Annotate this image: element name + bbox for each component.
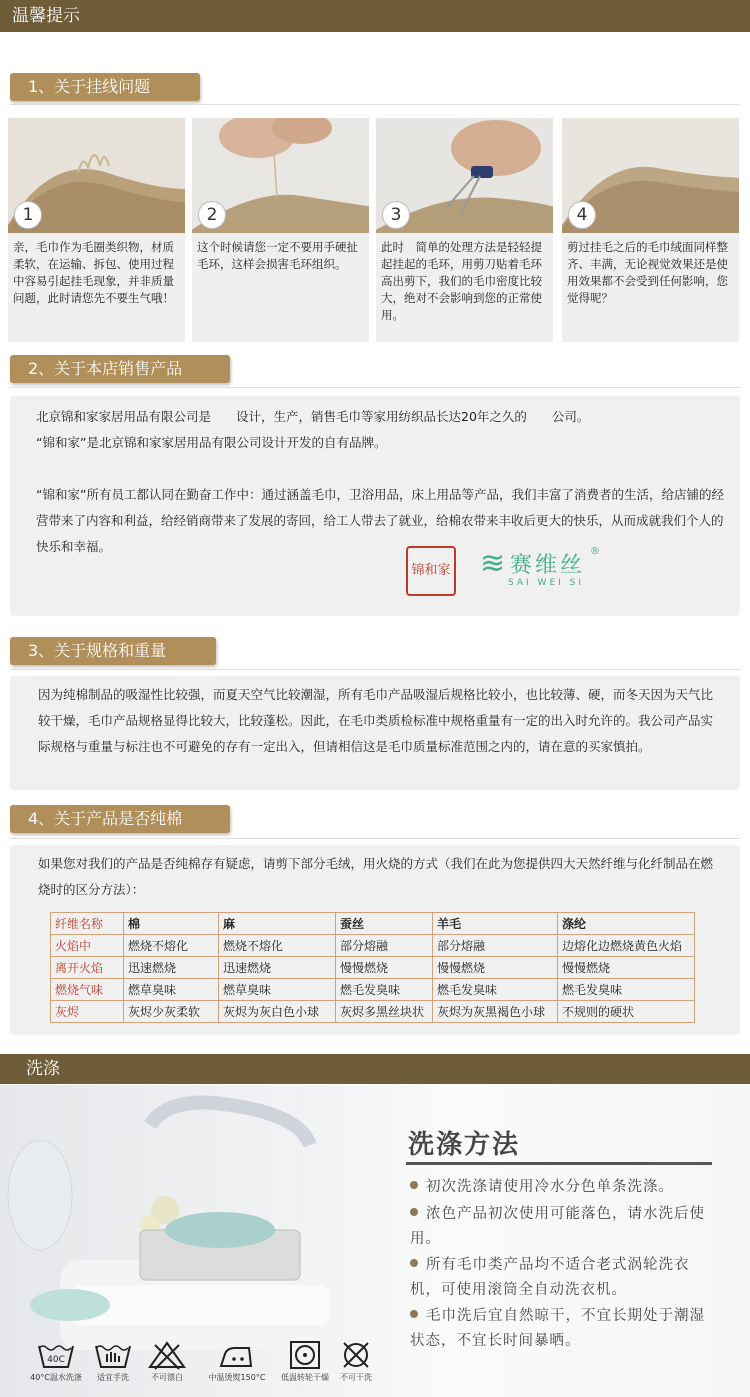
section-4-title: 4、关于产品是否纯棉 (10, 805, 230, 833)
table-cell: 灰烬为灰白色小球 (219, 1001, 336, 1023)
step-text: 剪过挂毛之后的毛巾绒面同样整齐、丰满，无论视觉效果还是使用效果都不会受到任何影响，您觉得呢？ (567, 240, 728, 305)
table-cell: 慢慢燃烧 (336, 957, 433, 979)
table-cell: 不规则的硬状 (558, 1001, 695, 1023)
company-intro-line-2: “锦和家”是北京锦和家家居用品有限公司设计开发的自有品牌。 (36, 435, 387, 450)
table-row (51, 935, 695, 957)
towel-snag-photo-4 (562, 118, 739, 233)
company-intro-line-1: 北京锦和家家居用品有限公司是 设计，生产，销售毛巾等家用纺织品长达20年之久的 公司。 (36, 409, 590, 424)
table-row-header: 火焰中 (51, 935, 124, 957)
wash-instruction-text: 初次洗涤请使用冷水分色单条洗涤。 (426, 1179, 674, 1195)
table-header-cell: 棉 (124, 913, 219, 935)
table-cell: 慢慢燃烧 (433, 957, 558, 979)
hand-wash-icon (93, 1340, 133, 1370)
no-bleach-icon (147, 1340, 187, 1370)
page-header (0, 0, 750, 32)
brand-name-cn: 赛维丝 (510, 553, 586, 578)
step-text: 亲，毛巾作为毛圈类织物，材质柔软，在运输、拆包、使用过程中容易引起挂毛现象，并非质量问题，此时请您先不要生气哦！ (13, 240, 174, 305)
section-4-divider (10, 838, 740, 839)
table-row (51, 1001, 695, 1023)
spec-weight-panel (10, 676, 740, 790)
table-header-cell: 纤维名称 (51, 913, 124, 935)
bullet-dot-icon (410, 1259, 418, 1267)
bullet-dot-icon (410, 1208, 418, 1216)
table-row (51, 957, 695, 979)
wash-instruction-1 (410, 1175, 720, 1200)
care-label-tumble-dry-low (274, 1340, 336, 1383)
step-card-2 (192, 118, 369, 342)
wash-method-heading: 洗涤方法 (408, 1130, 521, 1160)
table-cell: 迅速燃烧 (124, 957, 219, 979)
wash-instruction-3 (410, 1253, 720, 1303)
table-row-header: 燃烧气味 (51, 979, 124, 1001)
care-label-text: 低温转轮干燥 (281, 1373, 329, 1382)
table-header-cell: 蚕丝 (336, 913, 433, 935)
towel-snag-photo-2 (192, 118, 369, 233)
table-cell: 燃毛发臭味 (336, 979, 433, 1001)
wash-heading-underline (406, 1162, 712, 1165)
wash-tub-icon (36, 1340, 76, 1370)
table-cell: 燃烧不熔化 (124, 935, 219, 957)
saiweisi-logo (480, 546, 610, 596)
bullet-dot-icon (410, 1310, 418, 1318)
section-3-title: 3、关于规格和重量 (10, 637, 216, 665)
care-label-text: 40°C温水洗涤 (30, 1373, 82, 1382)
care-label-text: 中温烫熨150°C (208, 1373, 266, 1382)
care-label-40c-wash (28, 1340, 84, 1383)
step-number-badge: 4 (568, 201, 596, 229)
section-2-divider (10, 387, 740, 388)
cotton-test-intro: 如果您对我们的产品是否纯棉存有疑虑，请剪下部分毛绒，用火烧的方式（我们在此为您提供四大天然纤维与化纤制品在燃烧时的区分方法）： (38, 856, 714, 897)
wash-instruction-4 (410, 1304, 720, 1354)
care-label-hand-wash (88, 1340, 138, 1383)
step-text: 这个时候请您一定不要用手硬扯毛环，这样会损害毛环组织。 (197, 240, 358, 271)
registered-mark: ® (590, 546, 600, 557)
step-card-4 (562, 118, 739, 342)
table-header-row (51, 913, 695, 935)
table-cell: 灰烬多黑丝块状 (336, 1001, 433, 1023)
step-number-badge: 1 (14, 201, 42, 229)
section-1-divider (10, 104, 740, 105)
company-intro-paragraph: “锦和家”所有员工都认同在勤奋工作中：通过涵盖毛巾，卫浴用品，床上用品等产品，我们丰富了消费者的生活，给店铺的经营带来了内容和利益，给经销商带来了发展的寄回，给工人带去了就业，给棉农带来丰收后更大的快乐，从而成就我们个人的快乐和幸福。 (36, 487, 724, 554)
towel-snag-photo-3 (376, 118, 553, 233)
table-header-cell: 涤纶 (558, 913, 695, 935)
fiber-burn-table (50, 912, 695, 1023)
wash-section-header (0, 1054, 750, 1084)
wash-instruction-text: 所有毛巾类产品均不适合老式涡轮洗衣机，可使用滚筒全自动洗衣机。 (410, 1257, 690, 1298)
iron-icon (217, 1340, 257, 1370)
care-label-text: 适宜手洗 (97, 1373, 129, 1382)
table-header-cell: 麻 (219, 913, 336, 935)
wash-instruction-2 (410, 1202, 720, 1252)
care-label-no-dry-clean (334, 1340, 378, 1383)
table-cell: 燃毛发臭味 (558, 979, 695, 1001)
step-card-3 (376, 118, 553, 342)
towel-snag-photo-1 (8, 118, 185, 233)
section-3-divider (10, 669, 740, 670)
page-header-title: 温馨提示 (12, 6, 80, 26)
step-text: 此时 简单的处理方法是轻轻提起挂起的毛环，用剪刀贴着毛环高出剪下，我们的毛巾密度比较大，绝对不会影响到您的正常使用。 (381, 240, 542, 322)
brand-seal-logo (406, 546, 456, 596)
table-cell: 灰烬为灰黑褐色小球 (433, 1001, 558, 1023)
no-dry-clean-icon (336, 1340, 376, 1370)
company-intro-panel (10, 396, 740, 616)
wash-temp-symbol: 40C (47, 1355, 65, 1365)
wash-section-title: 洗涤 (26, 1059, 60, 1079)
table-row (51, 979, 695, 1001)
step-number-badge: 3 (382, 201, 410, 229)
section-1-title: 1、关于挂线问题 (10, 73, 200, 101)
table-header-cell: 羊毛 (433, 913, 558, 935)
table-cell: 燃烧不熔化 (219, 935, 336, 957)
step-card-1 (8, 118, 185, 342)
step-number-badge: 2 (198, 201, 226, 229)
wash-instruction-text: 浓色产品初次使用可能落色，请水洗后使用。 (410, 1206, 705, 1247)
care-label-text: 不可干洗 (340, 1373, 372, 1382)
brand-seal-text: 锦和家 (411, 563, 451, 578)
tumble-dry-icon (285, 1340, 325, 1370)
table-cell: 边熔化边燃烧黄色火焰 (558, 935, 695, 957)
table-cell: 燃毛发臭味 (433, 979, 558, 1001)
table-cell: 慢慢燃烧 (558, 957, 695, 979)
table-cell: 燃草臭味 (219, 979, 336, 1001)
care-label-text: 不可漂白 (151, 1373, 183, 1382)
table-row-header: 灰烬 (51, 1001, 124, 1023)
care-label-iron-150 (205, 1340, 269, 1383)
bullet-dot-icon (410, 1181, 418, 1189)
table-cell: 灰烬少灰柔软 (124, 1001, 219, 1023)
table-cell: 燃草臭味 (124, 979, 219, 1001)
table-cell: 迅速燃烧 (219, 957, 336, 979)
spec-weight-text: 因为纯棉制品的吸湿性比较强，而夏天空气比较潮湿，所有毛巾产品吸湿后规格比较小，也比较薄、硬，而冬天因为天气比较干燥，毛巾产品规格显得比较大，比较蓬松。因此，在毛巾类质检标准中规格重量有一定的出入时允许的。我公司产品实际规格与重量与标注也不可避免的存有一定出入，但请相信这是毛巾质量标准范围之内的，请在意的买家慎拍。 (38, 687, 714, 754)
table-row-header: 离开火焰 (51, 957, 124, 979)
care-label-no-bleach (142, 1340, 192, 1383)
table-cell: 部分熔融 (433, 935, 558, 957)
wave-icon: ≋ (480, 546, 506, 581)
brand-name-en: SAI WEI SI (508, 578, 585, 588)
section-2-title: 2、关于本店销售产品 (10, 355, 230, 383)
table-cell: 部分熔融 (336, 935, 433, 957)
wash-instruction-text: 毛巾洗后宜自然晾干，不宜长期处于潮湿状态，不宜长时间暴晒。 (410, 1308, 705, 1349)
